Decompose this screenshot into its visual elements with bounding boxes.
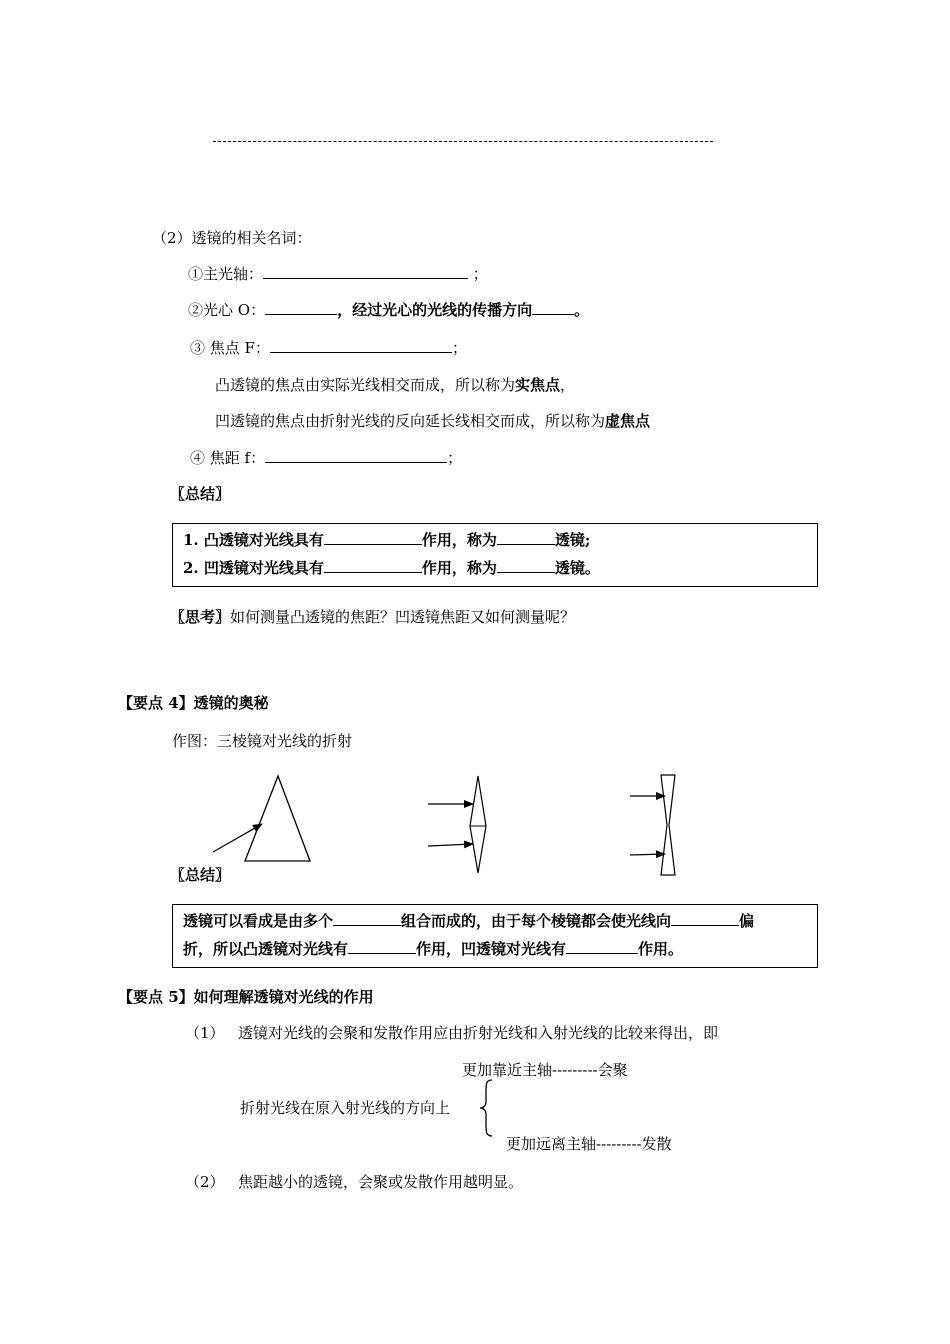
summary2-line2-blank1[interactable] bbox=[348, 939, 416, 954]
item-focus-end: ； bbox=[451, 339, 467, 357]
curly-brace-icon bbox=[478, 1078, 508, 1138]
convex-prism-stack bbox=[470, 776, 486, 873]
think-text: 如何测量凸透镜的焦距？凹透镜焦距又如何测量呢？ bbox=[230, 608, 576, 626]
summary1-heading: 〖总结〗 bbox=[170, 485, 231, 503]
optical-center-mid: ，经过光心的光线的传播方向 bbox=[337, 301, 533, 319]
point5-item2-text: 焦距越小的透镜，会聚或发散作用越明显。 bbox=[238, 1173, 524, 1191]
point5-item1-text: 透镜对光线的会聚和发散作用应由折射光线和入射光线的比较来得出，即 bbox=[238, 1024, 719, 1042]
think-heading: 〖思考〗 bbox=[170, 608, 231, 626]
concave-ray-bottom bbox=[630, 854, 665, 855]
convex-focus-end: ， bbox=[560, 376, 576, 394]
summary1-line2-c: 透镜。 bbox=[554, 559, 600, 577]
summary1-line1-a: 1. 凸透镜对光线具有 bbox=[183, 531, 324, 549]
optical-center-end: 。 bbox=[574, 301, 590, 319]
diverge-branch: 更加远离主轴---------发散 bbox=[506, 1135, 672, 1153]
summary2-line2-blank2[interactable] bbox=[566, 939, 638, 954]
summary2-line2-a: 折，所以凸透镜对光线有 bbox=[183, 940, 349, 958]
summary2-line1-blank1[interactable] bbox=[333, 911, 401, 926]
summary1-line2-a: 2. 凹透镜对光线具有 bbox=[183, 559, 324, 577]
summary2-line2 bbox=[183, 939, 683, 959]
summary2-line1-a: 透镜可以看成是由多个 bbox=[183, 912, 334, 930]
summary2-heading: 〖总结〗 bbox=[170, 866, 231, 884]
item-main-axis-end: ； bbox=[472, 265, 488, 283]
item-optical-center-label: ②光心 O： bbox=[188, 301, 266, 319]
summary2-line2-c: 作用。 bbox=[638, 940, 684, 958]
point5-item1-num: （1） bbox=[185, 1024, 225, 1042]
point4-draw-label: 作图：三棱镜对光线的折射 bbox=[172, 732, 353, 750]
convex-focus-bold: 实焦点 bbox=[515, 376, 561, 394]
point5-heading: 【要点 5】如何理解透镜对光线的作用 bbox=[118, 988, 374, 1006]
triangle-prism bbox=[245, 776, 310, 861]
summary2-line1-blank2[interactable] bbox=[671, 911, 739, 926]
summary1-line1-c: 透镜; bbox=[554, 531, 591, 549]
incident-ray bbox=[213, 824, 262, 852]
item-focal-length-end: ； bbox=[447, 449, 463, 467]
item-focus-label: ③ 焦点 F： bbox=[190, 339, 270, 357]
concave-prism-stack bbox=[661, 775, 675, 875]
point4-heading: 【要点 4】透镜的奥秘 bbox=[118, 694, 269, 712]
summary1-line1-b: 作用，称为 bbox=[421, 531, 497, 549]
point5-item2-num: （2） bbox=[185, 1173, 225, 1191]
convex-focus-text: 凸透镜的焦点由实际光线相交而成，所以称为 bbox=[215, 376, 516, 394]
summary2-line1 bbox=[183, 911, 754, 931]
summary2-line1-c: 偏 bbox=[739, 912, 755, 930]
summary2-box bbox=[172, 904, 818, 968]
convex-ray-bottom bbox=[428, 844, 473, 846]
converge-branch: 更加靠近主轴---------会聚 bbox=[462, 1061, 628, 1079]
summary2-line2-b: 作用，凹透镜对光线有 bbox=[416, 940, 567, 958]
concave-focus-bold: 虚焦点 bbox=[605, 412, 651, 430]
summary2-line1-b: 组合而成的，由于每个棱镜都会使光线向 bbox=[401, 912, 672, 930]
item-focal-length-label: ④ 焦距 f： bbox=[190, 449, 266, 467]
summary1-line2-b: 作用，称为 bbox=[421, 559, 497, 577]
refracted-direction-text: 折射光线在原入射光线的方向上 bbox=[240, 1099, 451, 1117]
item-main-axis-label: ①主光轴： bbox=[188, 265, 264, 283]
section-2-title: （2）透镜的相关名词： bbox=[152, 229, 312, 247]
concave-focus-text: 凹透镜的焦点由折射光线的反向延长线相交而成，所以称为 bbox=[215, 412, 606, 430]
